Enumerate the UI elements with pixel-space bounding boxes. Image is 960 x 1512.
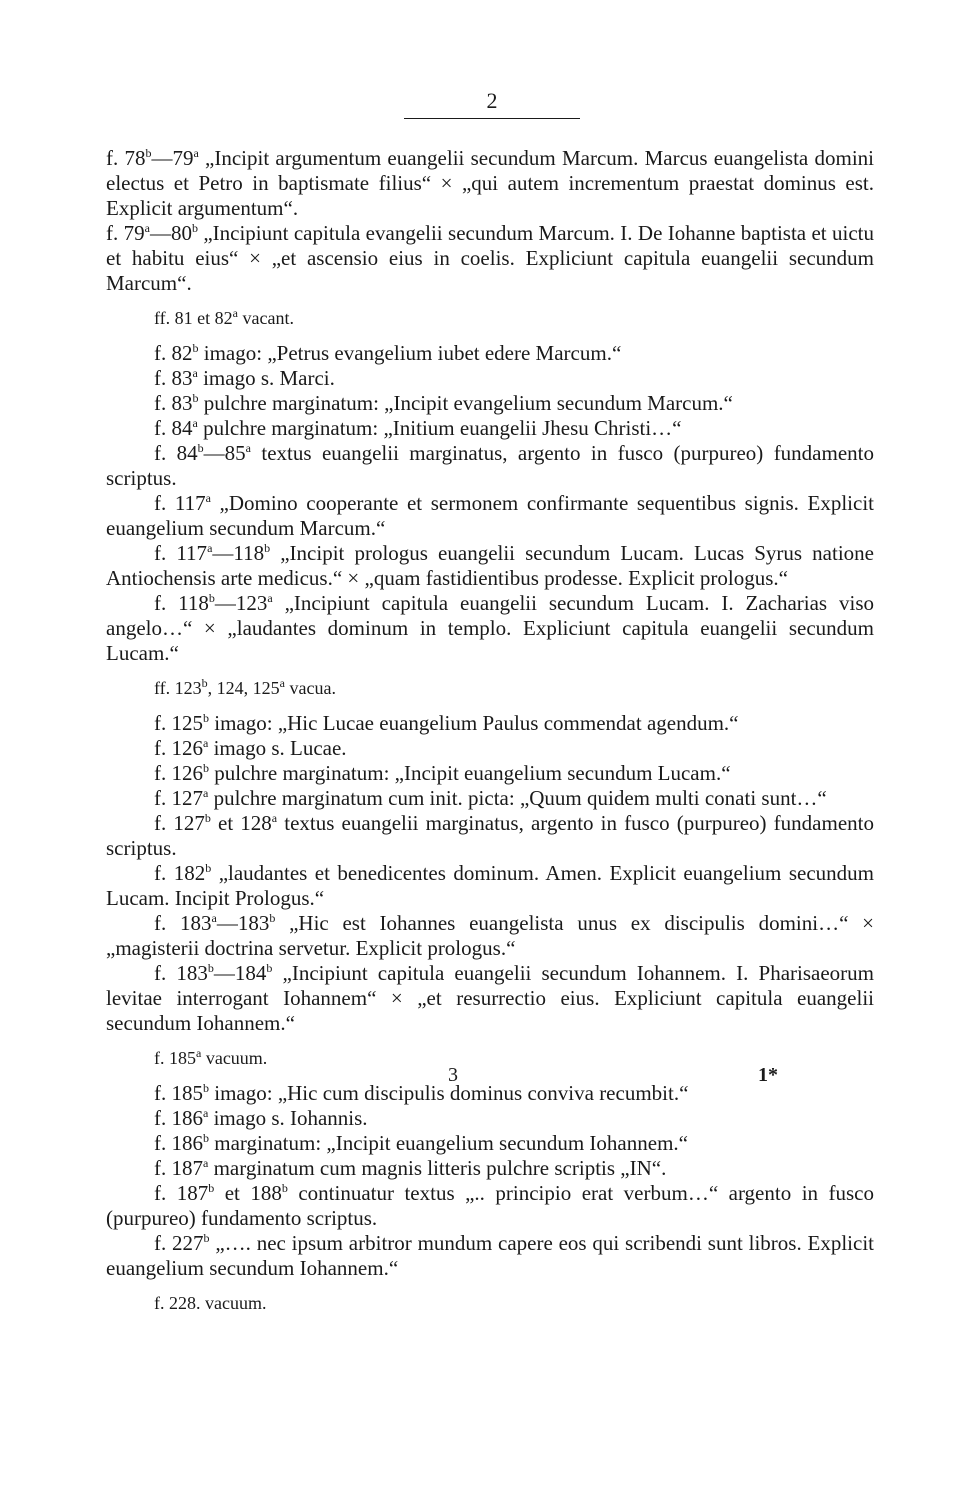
manuscript-entry: f. 126$^a$ imago s. Lucae.: [154, 736, 347, 760]
manuscript-entry: f. 228. vacuum.: [154, 1293, 267, 1313]
manuscript-entry: ff. 123$^b$, 124, 125$^a$ vacua.: [154, 676, 336, 698]
signature-mark: 1*: [758, 1064, 778, 1086]
manuscript-entry: f. 79$^a$—80$^b$ „Incipiunt capitula evangelii secundum Marcum. I. De Iohanne baptista et uictu et habitu eius“ × „et ascensio eius in coelis. Expliciunt capitula euangelii secundum Marcum“.: [106, 221, 875, 295]
manuscript-entry: f. 84$^b$—85$^a$ textus euangelii marginatus, argento in fusco (purpureo) fundamento scriptus.: [106, 441, 874, 490]
manuscript-entry: f. 127$^a$ pulchre marginatum cum init. picta: „Quum quidem multi conati sunt…“: [154, 786, 827, 810]
document-body: [106, 146, 874, 1326]
manuscript-entry: f. 127$^b$ et 128$^a$ textus euangelii marginatus, argento in fusco (purpureo) fundamento scriptus.: [106, 811, 874, 860]
page-footer: [0, 1064, 960, 1094]
footer-page-number: 3: [448, 1064, 458, 1086]
manuscript-entry: f. 187$^b$ et 188$^b$ continuatur textus „.. principio erat verbum…“ argento in fusco (purpureo) fundamento scriptus.: [106, 1181, 874, 1230]
manuscript-entry: f. 83$^a$ imago s. Marci.: [154, 366, 335, 390]
manuscript-entry: f. 84$^a$ pulchre marginatum: „Initium euangelii Jhesu Christi…“: [154, 416, 682, 440]
manuscript-entry: f. 186$^a$ imago s. Iohannis.: [154, 1106, 368, 1130]
manuscript-entry: f. 78$^b$—79$^a$ „Incipit argumentum euangelii secundum Marcum. Marcus euangelista domini electus et Petro in baptismate filius“ × „qui autem incrementum praestat dominus est. Explicit argumentum“.: [106, 146, 874, 220]
manuscript-entry: f. 125$^b$ imago: „Hic Lucae euangelium Paulus commendat agendum.“: [154, 711, 739, 735]
page-number-header: 2: [486, 88, 498, 113]
manuscript-entry: ff. 81 et 82$^a$ vacant.: [154, 306, 294, 328]
manuscript-entry: f. 183$^a$—183$^b$ „Hic est Iohannes euangelista unus ex discipulis domini…“ × „magisterii doctrina servetur. Explicit prologus.“: [106, 911, 874, 960]
header-rule: [404, 118, 580, 119]
manuscript-entry: f. 185$^b$ imago: „Hic cum discipulis dominus conviva recumbit.“: [154, 1081, 689, 1105]
manuscript-entry: f. 187$^a$ marginatum cum magnis litteris pulchre scriptis „IN“.: [154, 1156, 667, 1180]
manuscript-entry: f. 82$^b$ imago: „Petrus evangelium iubet edere Marcum.“: [154, 341, 622, 365]
manuscript-entry: f. 126$^b$ pulchre marginatum: „Incipit euangelium secundum Lucam.“: [154, 761, 731, 785]
manuscript-entry: f. 182$^b$ „laudantes et benedicentes dominum. Amen. Explicit euangelium secundum Lucam. Incipit Prologus.“: [106, 861, 874, 910]
manuscript-entry: f. 117$^a$—118$^b$ „Incipit prologus euangelii secundum Lucam. Lucas Syrus natione Antiochensis arte medicus.“ × „quam fastidientibus prodesse. Explicit prologus.“: [106, 541, 874, 590]
manuscript-entry: f. 183$^b$—184$^b$ „Incipiunt capitula euangelii secundum Iohannem. I. Pharisaeorum levitae interrogant Iohannem“ × „et resurrectio eius. Expliciunt capitula euangelii secundum Iohannem.“: [106, 961, 874, 1035]
manuscript-entry: f. 185$^a$ vacuum.: [154, 1046, 268, 1068]
manuscript-entry: f. 118$^b$—123$^a$ „Incipiunt capitula euangelii secundum Lucam. I. Zacharias viso angelo…“ × „laudantes dominum in templo. Expliciunt capitula euangelii secundum Lucam.“: [106, 591, 875, 665]
manuscript-entry: f. 186$^b$ marginatum: „Incipit euangelium secundum Iohannem.“: [154, 1131, 688, 1155]
manuscript-entry: f. 117$^a$ „Domino cooperante et sermonem confirmante sequentibus signis. Explicit euangelium secundum Marcum.“: [106, 491, 874, 540]
manuscript-entry: f. 227$^b$ „…. nec ipsum arbitror mundum capere eos qui scribendi sunt libros. Explicit euangelium secundum Iohannem.“: [106, 1231, 874, 1280]
manuscript-entry: f. 83$^b$ pulchre marginatum: „Incipit evangelium secundum Marcum.“: [154, 391, 733, 415]
